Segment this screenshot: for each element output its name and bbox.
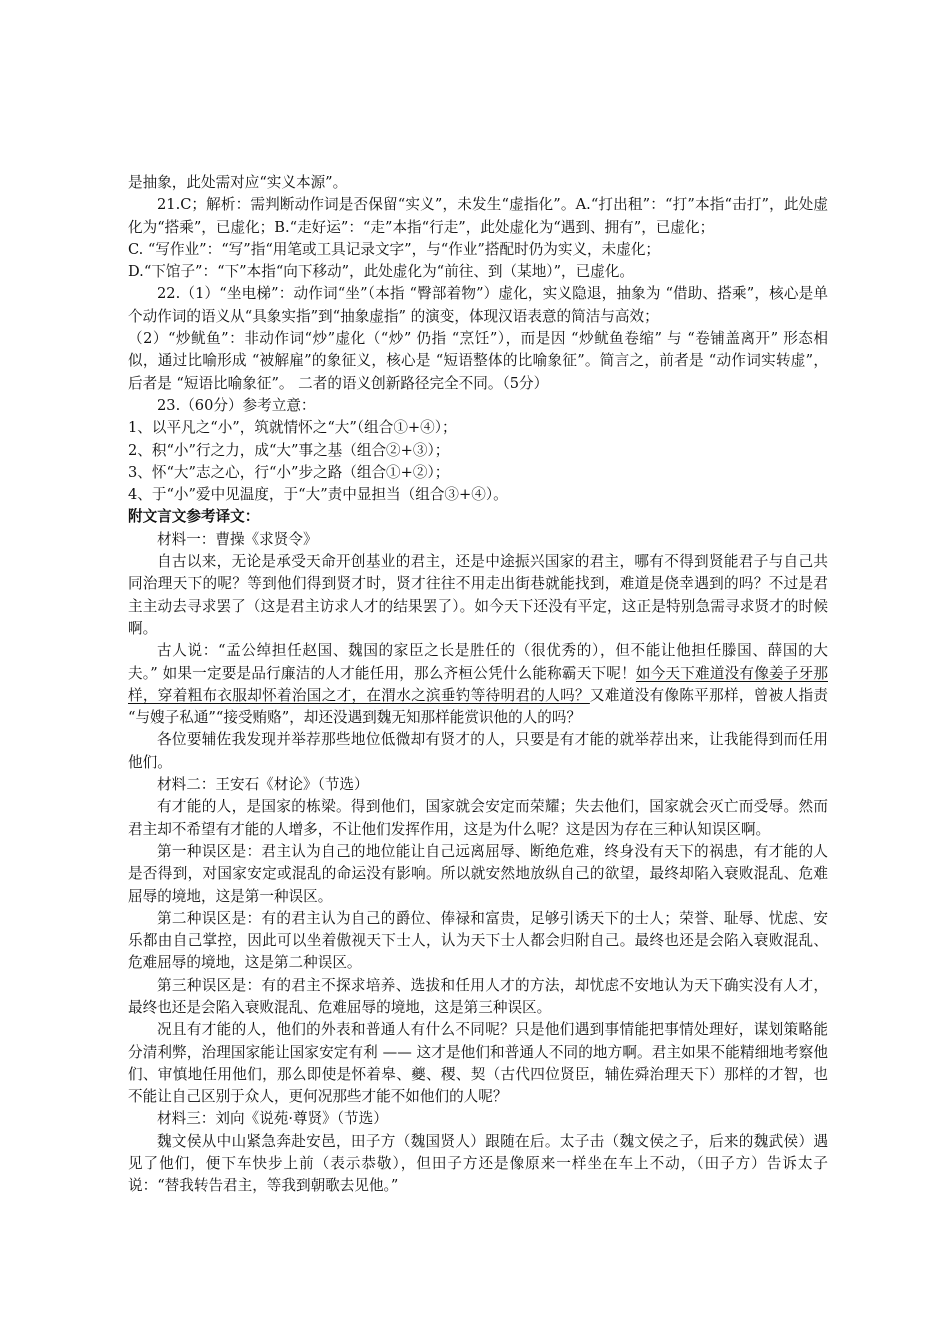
material-2-title: 材料二：王安石《材论》（节选） <box>157 776 369 794</box>
material-2-paragraph-3: 第二种误区是：有的君主认为自己的爵位、俸禄和富贵，足够引诱天下的士人；荣誉、耻辱、忧虑、安乐都由自己掌控，因此可以坐着傲视天下士人，认为天下士人都会归附自己。最终也还是会陷入衰败混乱、危难屈辱的境地，这是第二种误区。 <box>128 909 828 972</box>
guren-text-before: 古人说：“孟公绰担任赵国、魏国的家臣之长是胜任的（很优秀的），但不能让他担任滕国、薛国的大夫。” 如果一定要是品行廉洁的人才能任用，那么齐桓公凭什么能称霸天下呢！ <box>128 642 828 682</box>
answer-21-option-c: C. “写作业”：“写”指“用笔或工具记录文字”，与“作业”搭配时仍为实义，未虚化； <box>128 240 661 258</box>
material-2-paragraph-1: 有才能的人，是国家的栋梁。得到他们，国家就会安定而荣耀；失去他们，国家就会灭亡而受辱。然而君主却不希望有才能的人增多，不让他们发挥作用，这是为什么呢？这是因为存在三种认知误区啊。 <box>128 798 828 838</box>
guren-text-after: 又难道没有像陈平那样，曾被人指责 “与嫂子私通”“接受贿赂”，却还没遇到魏无知那样能赏识他的人的吗？ <box>128 686 828 727</box>
material-1-paragraph-3: 各位要辅佐我发现并举荐那些地位低微却有贤才的人，只要是有才能的就举荐出来，让我能得到而任用他们。 <box>128 731 828 771</box>
material-3-paragraph-1: 魏文侯从中山紧急奔赴安邑，田子方（魏国贤人）跟随在后。太子击（魏文侯之子，后来的魏武侯）遇见了他们，便下车快步上前（表示恭敬），但田子方还是像原来一样坐在车上不动，（田子方）告诉太子说：“替我转告君主，等我到朝歌去见他。” <box>128 1132 828 1195</box>
document-page <box>128 172 828 1198</box>
material-1-paragraph-1: 自古以来，无论是承受天命开创基业的君主，还是中途振兴国家的君主，哪有不得到贤能君子与自己共同治理天下的呢？等到他们得到贤才时，贤才往往不用走出街巷就能找到，难道是侥幸遇到的吗？不过是君主主动去寻求罢了（这是君主访求人才的结果罢了）。如今天下还没有平定，这正是特别急需寻求贤才的时候啊。 <box>128 553 828 637</box>
underlined-sentence: 如今天下难道没有像姜子牙那样，穿着粗布衣服却怀着治国之才，在渭水之滨垂钓等待明君的人吗？ <box>128 664 828 704</box>
material-2-paragraph-2: 第一种误区是：君主认为自己的地位能让自己远离屈辱、断绝危难，终身没有天下的祸患，有才能的人是否得到，对国家安定或混乱的命运没有影响。所以就安然地放纵自己的欲望，最终却陷入衰败混乱、危难屈辱的境地，这是第一种误区。 <box>128 842 828 905</box>
material-2-paragraph-4: 第三种误区是：有的君主不探求培养、选拔和任用人才的方法，却忧虑不安地认为天下确实没有人才，最终也还是会陷入衰败混乱、危难屈辱的境地，这是第三种误区。 <box>128 976 828 1016</box>
paragraph-continuation: 是抽象，此处需对应“实义本源”。 <box>128 174 348 191</box>
answer-23-item-1: 1、以平凡之“小”，筑就情怀之“大”（组合①+④）； <box>128 419 457 437</box>
answer-23-item-2: 2、积“小”行之力，成“大”事之基（组合②+③）； <box>128 441 450 459</box>
answer-23-item-3: 3、怀“大”志之心，行“小”步之路（组合①+②）； <box>128 463 450 481</box>
appendix-heading: 附文言文参考译文： <box>128 508 260 526</box>
answer-23-item-4: 4、于“小”爱中见温度，于“大”责中显担当（组合③+④）。 <box>128 486 508 504</box>
material-3-title: 材料三：刘向《说苑·尊贤》（节选） <box>157 1110 388 1128</box>
answer-21-option-d: D.“下馆子”：“下”本指“向下移动”，此处虚化为“前往、到（某地）”，已虚化。 <box>128 263 635 281</box>
answer-22-part-2: （2）“炒鱿鱼”：非动作词“炒”虚化（“炒” 仍指 “烹饪”），而是因 “炒鱿鱼卷缩” 与 “卷铺盖离开” 形态相似，通过比喻形成 “被解雇”的象征义，核心是 “短语整体的比喻象征”。简言之，前者是 “动作词实转虚”，后者是 “短语比喻象征”。 二者的语义创新路径完全不同。（5分） <box>128 330 828 392</box>
material-2-paragraph-5: 况且有才能的人，他们的外表和普通人有什么不同呢？只是他们遇到事情能把事情处理好，谋划策略能分清利弊，治理国家能让国家安定有利 —— 这才是他们和普通人不同的地方啊。君主如果不能精细地考察他们、审慎地任用他们，那么即使是怀着皋、夔、稷、契（古代四位贤臣，辅佐舜治理天下）那样的才智，也不能让自己区别于众人，更何况那些才能不如他们的人呢？ <box>128 1021 828 1106</box>
answer-22-part-1: 22.（1）“坐电梯”：动作词“坐”（本指 “臀部着物”）虚化，实义隐退，抽象为 “借助、搭乘”，核心是单个动作词的语义从“具象实指”到“抽象虚指” 的演变，体现汉语表意的简洁与高效； <box>128 285 828 325</box>
answer-23-heading: 23.（60分）参考立意： <box>157 396 316 414</box>
material-1-paragraph-2 <box>128 640 828 729</box>
answer-21: 21.C；解析：需判断动作词是否保留“实义”，未发生“虚指化”。A.“打出租”：“打”本指“击打”，此处虚化为“搭乘”，已虚化；B.“走好运”：“走”本指“行走”，此处虚化为“遇到、拥有”，已虚化； <box>128 196 828 236</box>
material-1-title: 材料一：曹操《求贤令》 <box>157 530 318 548</box>
